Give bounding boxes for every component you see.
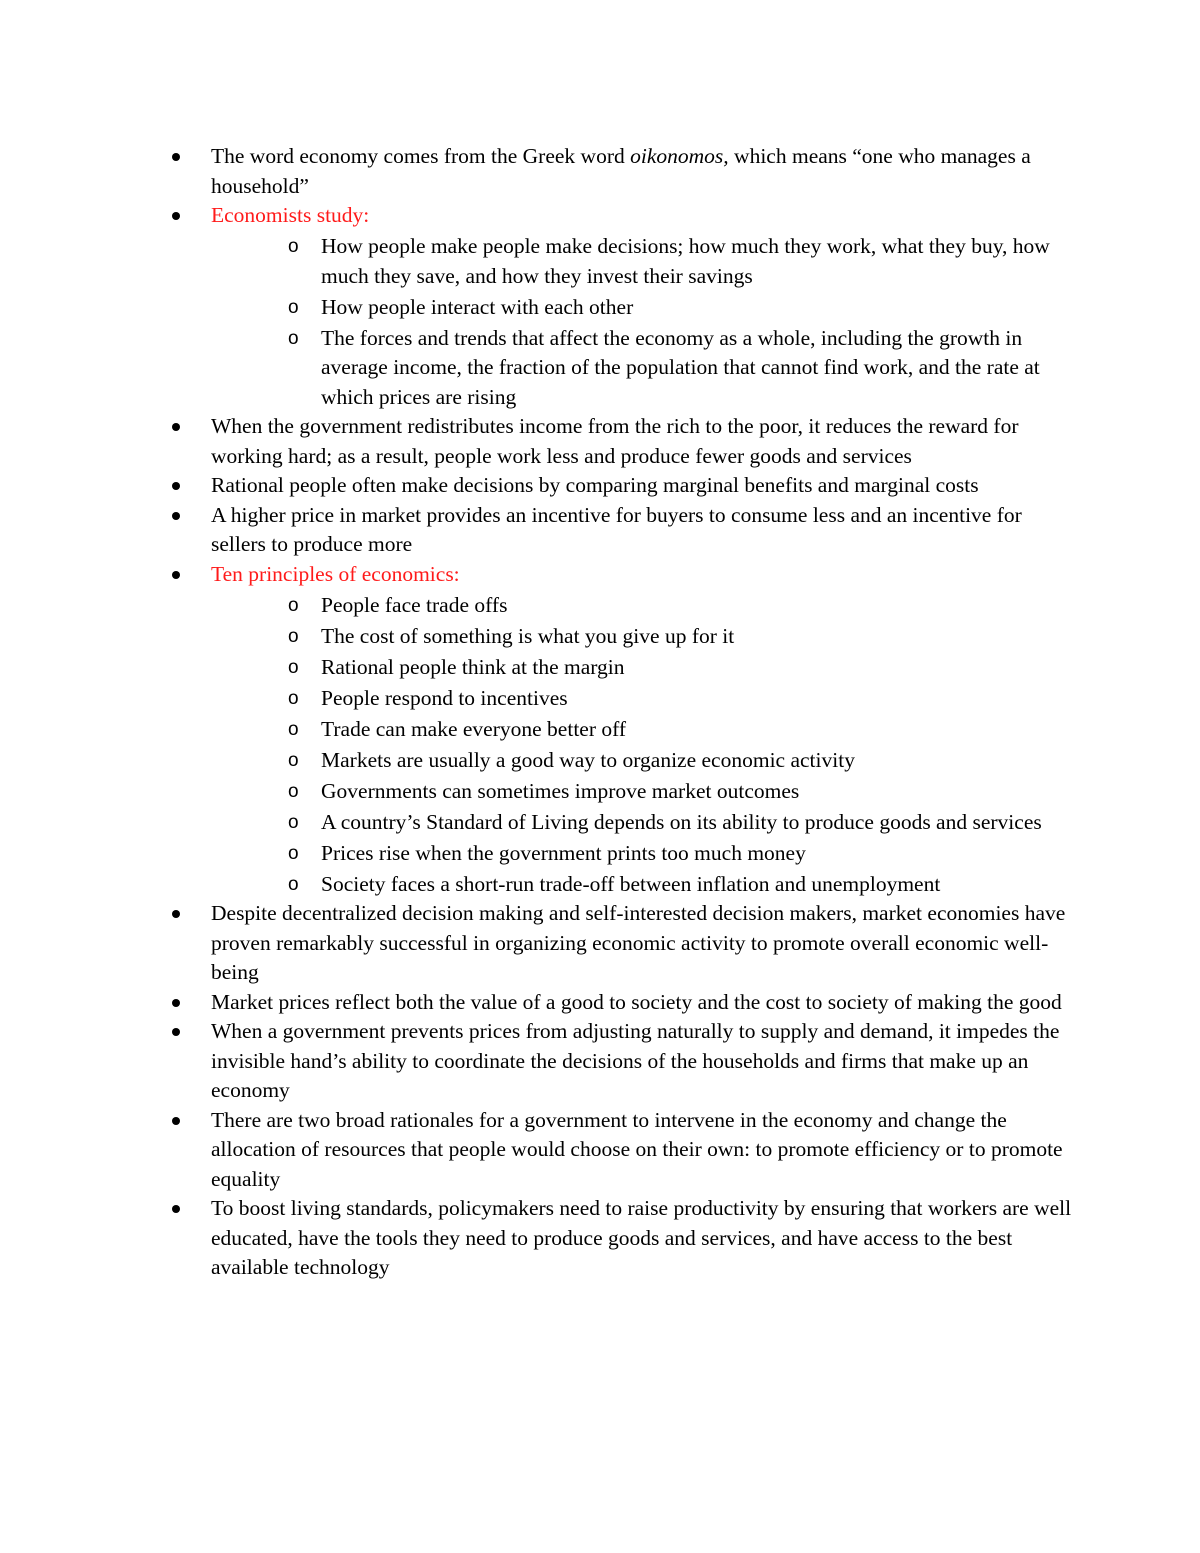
list-item (172, 1017, 1072, 1106)
principle-text: Rational people think at the margin (321, 654, 625, 679)
hollow-bullet-icon: o (288, 687, 299, 709)
main-bullet-list (172, 142, 1072, 1283)
principle-text: Markets are usually a good way to organize economic activity (321, 747, 855, 772)
hollow-bullet-icon: o (288, 594, 299, 616)
principle-text: Prices rise when the government prints too much money (321, 840, 806, 865)
principle-text: Governments can sometimes improve market outcomes (321, 778, 800, 803)
list-item-text: Market prices reflect both the value of a good to society and the cost to society of making the good (211, 989, 1062, 1014)
hollow-bullet-icon: o (288, 749, 299, 771)
list-item (172, 501, 1072, 560)
intro-text-part2: which means “one who manages a household” (211, 144, 1031, 198)
principle-item (249, 591, 1072, 621)
principle-text: A country’s Standard of Living depends on its ability to produce goods and services (321, 809, 1042, 834)
hollow-bullet-icon: o (288, 842, 299, 864)
list-item (172, 988, 1072, 1018)
principle-item (249, 746, 1072, 776)
principle-item (249, 684, 1072, 714)
list-item-text: A higher price in market provides an incentive for buyers to consume less and an incentive for sellers to produce more (211, 502, 1022, 556)
hollow-bullet-icon: o (288, 811, 299, 833)
hollow-bullet-icon: o (288, 873, 299, 895)
hollow-bullet-icon: o (288, 780, 299, 802)
principle-item (249, 870, 1072, 900)
sublist-item-text: How people interact with each other (321, 294, 634, 319)
sublist-item (249, 232, 1072, 291)
study-sublist (211, 232, 1072, 412)
principle-item (249, 839, 1072, 869)
hollow-bullet-icon: o (288, 718, 299, 740)
bullet-icon (172, 423, 180, 431)
sublist-item (249, 293, 1072, 323)
list-item-study-heading (172, 201, 1072, 412)
list-item-text: There are two broad rationales for a government to intervene in the economy and change the allocation of resources that people would choose on their own: to promote efficiency or to promote equality (211, 1107, 1063, 1191)
list-item-text: To boost living standards, policymakers need to raise productivity by ensuring that workers are well educated, have the tools they need to produce goods and services, and have access to the best available technology (211, 1196, 1072, 1279)
intro-italic-word: oikonomos, (630, 144, 729, 168)
hollow-bullet-icon: o (288, 296, 299, 318)
list-item-text: Despite decentralized decision making and self-interested decision makers, market economies have proven remarkably successful in organizing economic activity to promote overall economic well-being (211, 901, 1066, 984)
list-item-text: When a government prevents prices from adjusting naturally to supply and demand, it impedes the invisible hand’s ability to coordinate the decisions of the households and firms that make up an economy (211, 1019, 1060, 1102)
list-item (172, 471, 1072, 501)
list-item (172, 1194, 1072, 1283)
principle-text: The cost of something is what you give up for it (321, 623, 735, 648)
list-item-text: When the government redistributes income from the rich to the poor, it reduces the reward for working hard; as a result, people work less and produce fewer goods and services (211, 414, 1019, 468)
bullet-icon (172, 1117, 180, 1125)
list-item (172, 899, 1072, 988)
intro-text-part1: The word economy comes from the Greek word (211, 144, 631, 168)
hollow-bullet-icon: o (288, 656, 299, 678)
principle-text: People face trade offs (321, 592, 508, 617)
hollow-bullet-icon: o (288, 327, 299, 349)
principle-item (249, 653, 1072, 683)
sublist-item-text: How people make people make decisions; how much they work, what they buy, how much they save, and how they invest their savings (321, 234, 1050, 288)
principle-text: Trade can make everyone better off (321, 716, 627, 741)
bullet-icon (172, 153, 180, 161)
sublist-item-text: The forces and trends that affect the economy as a whole, including the growth in average income, the fraction of the population that cannot find work, and the rate at which prices are rising (321, 325, 1040, 409)
sublist-item (249, 324, 1072, 413)
principle-text: People respond to incentives (321, 685, 568, 710)
hollow-bullet-icon: o (288, 625, 299, 647)
notes-content (172, 142, 1072, 1283)
principle-item (249, 808, 1072, 838)
principle-text: Society faces a short-run trade-off between inflation and unemployment (321, 871, 941, 896)
principle-item (249, 622, 1072, 652)
list-item-text: Rational people often make decisions by comparing marginal benefits and marginal costs (211, 473, 979, 497)
list-item (172, 1106, 1072, 1195)
principle-item (249, 715, 1072, 745)
study-heading: Economists study: (211, 203, 370, 227)
bullet-icon (172, 482, 180, 490)
bullet-icon (172, 1028, 180, 1036)
principle-item (249, 777, 1072, 807)
bullet-icon (172, 571, 180, 579)
bullet-icon (172, 512, 180, 520)
hollow-bullet-icon: o (288, 236, 299, 257)
bullet-icon (172, 212, 180, 220)
principles-heading: Ten principles of economics: (211, 561, 460, 586)
list-item (172, 412, 1072, 471)
list-item-intro (172, 142, 1072, 201)
list-item-principles-heading (172, 560, 1072, 900)
bullet-icon (172, 1205, 180, 1213)
bullet-icon (172, 910, 180, 918)
principles-sublist (211, 591, 1072, 900)
bullet-icon (172, 999, 180, 1007)
